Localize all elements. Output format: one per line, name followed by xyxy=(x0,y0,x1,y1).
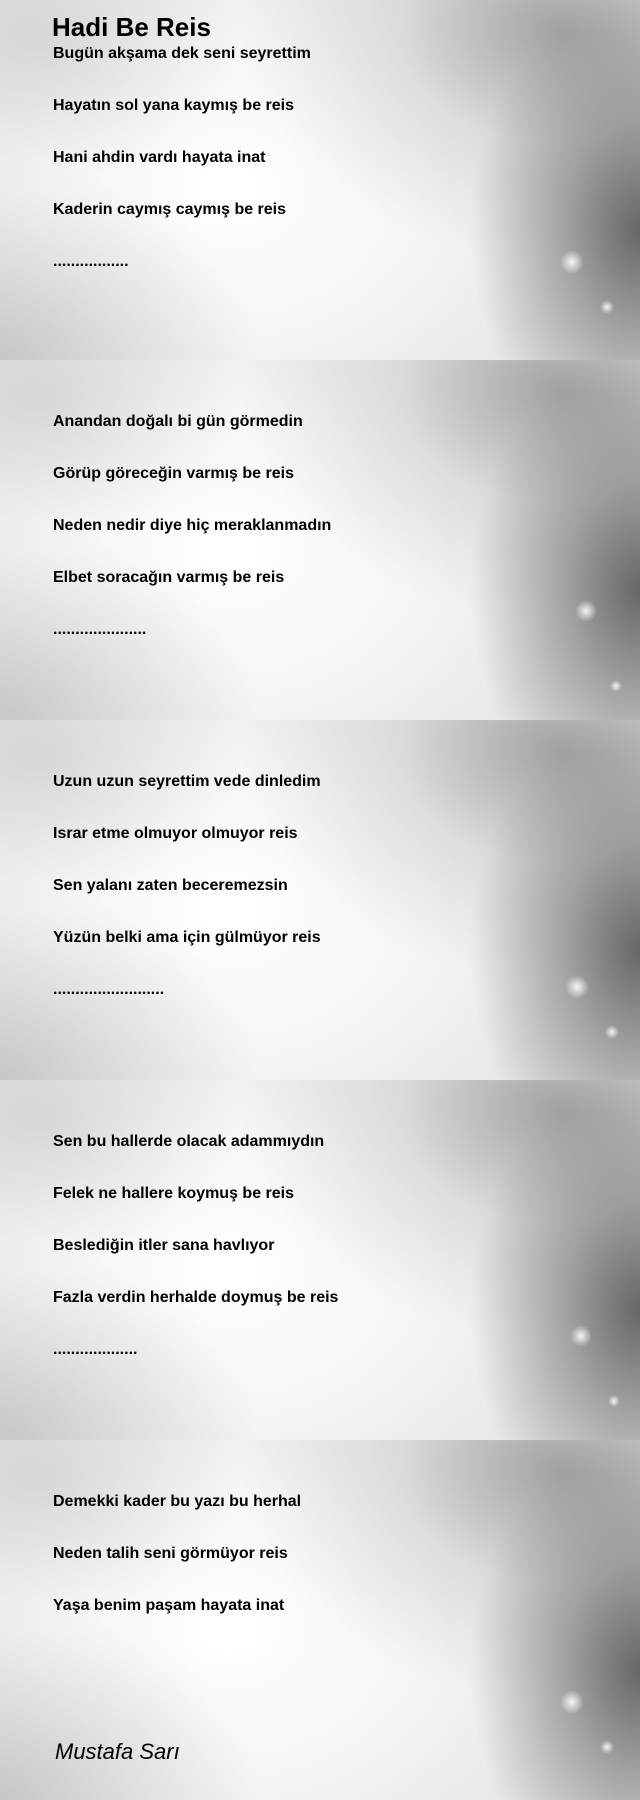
bokeh-sparkle xyxy=(575,600,597,622)
poem-line: Yüzün belki ama için gülmüyor reis xyxy=(53,929,321,946)
bokeh-sparkle xyxy=(608,1395,620,1407)
poem-line: Uzun uzun seyrettim vede dinledim xyxy=(53,773,321,790)
poem-line: Elbet soracağın varmış be reis xyxy=(53,569,285,586)
bokeh-sparkle xyxy=(565,975,589,999)
poem-line: ................... xyxy=(53,1341,138,1358)
stanza-5 xyxy=(53,1492,301,1648)
poem-line: Demekki kader bu yazı bu herhal xyxy=(53,1493,302,1510)
stanza-3 xyxy=(53,772,321,1032)
stanza-panel-2 xyxy=(0,360,640,720)
poem-line: Sen yalanı zaten beceremezsin xyxy=(53,877,288,894)
stanza-4 xyxy=(53,1132,338,1392)
stanza-panel-4 xyxy=(0,1080,640,1440)
stanza-panel-1 xyxy=(0,0,640,360)
poem-line: Anandan doğalı bi gün görmedin xyxy=(53,413,303,430)
poem-line: Sen bu hallerde olacak adammıydın xyxy=(53,1133,325,1150)
bokeh-sparkle xyxy=(600,1740,614,1754)
poem-line: ......................... xyxy=(53,981,165,998)
poem-line: Kaderin caymış caymış be reis xyxy=(53,201,287,218)
bokeh-sparkle xyxy=(560,1690,584,1714)
poem-title: Hadi Be Reis xyxy=(52,12,211,42)
poem-line: Beslediğin itler sana havlıyor xyxy=(53,1237,275,1254)
poem-line: Fazla verdin herhalde doymuş be reis xyxy=(53,1289,339,1306)
poem-line: Bugün akşama dek seni seyrettim xyxy=(53,45,311,62)
poem-line: Hayatın sol yana kaymış be reis xyxy=(53,97,295,114)
bokeh-sparkle xyxy=(610,680,622,692)
poem-line: Yaşa benim paşam hayata inat xyxy=(53,1597,285,1614)
stanza-panel-3 xyxy=(0,720,640,1080)
poem-line: Hani ahdin vardı hayata inat xyxy=(53,149,266,166)
stanza-1 xyxy=(53,44,311,304)
stanza-panel-5 xyxy=(0,1440,640,1800)
poem-line: Felek ne hallere koymuş be reis xyxy=(53,1185,295,1202)
poem-line: ................. xyxy=(53,253,129,270)
poem-author: Mustafa Sarı xyxy=(55,1739,180,1764)
poem-line: ..................... xyxy=(53,621,147,638)
poem-line: Neden talih seni görmüyor reis xyxy=(53,1545,288,1562)
poem-line: Neden nedir diye hiç meraklanmadın xyxy=(53,517,332,534)
bokeh-sparkle xyxy=(570,1325,592,1347)
stanza-2 xyxy=(53,412,331,672)
bokeh-sparkle xyxy=(600,300,614,314)
bokeh-sparkle xyxy=(605,1025,619,1039)
poem-line: Israr etme olmuyor olmuyor reis xyxy=(53,825,298,842)
bokeh-sparkle xyxy=(560,250,584,274)
poem-line: Görüp göreceğin varmış be reis xyxy=(53,465,294,482)
